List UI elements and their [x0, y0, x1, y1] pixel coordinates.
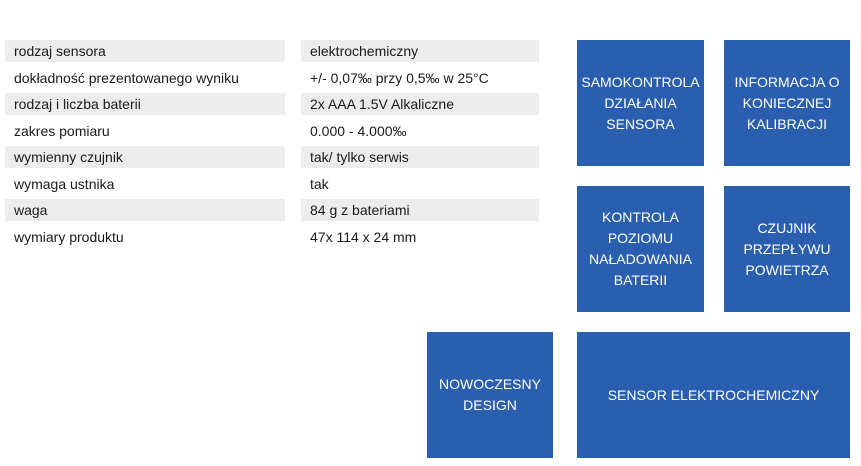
- spec-value: 84 g z bateriami: [301, 199, 539, 221]
- spec-row: [5, 40, 539, 67]
- spec-label: wymiary produktu: [14, 228, 124, 245]
- spec-label: rodzaj i liczba baterii: [5, 93, 285, 115]
- spec-value: 2x AAA 1.5V Alkaliczne: [301, 93, 539, 115]
- spec-label: wymaga ustnika: [14, 175, 115, 192]
- spec-value: 0.000 - 4.000‰: [310, 122, 407, 139]
- feature-label: NOWOCZESNY DESIGN: [439, 376, 541, 413]
- feature-label: SAMOKONTROLA DZIAŁANIA SENSORA: [581, 73, 700, 132]
- spec-value: elektrochemiczny: [301, 40, 539, 62]
- spec-row: [5, 146, 539, 173]
- feature-label: CZUJNIK PRZEPŁYWU POWIETRZA: [743, 219, 831, 278]
- feature-tile-samokontrola: [577, 40, 704, 166]
- spec-row: [5, 199, 539, 226]
- spec-table: [5, 40, 539, 252]
- feature-tile-design: [427, 332, 553, 458]
- feature-label: KONTROLA POZIOMU NAŁADOWANIA BATERII: [589, 209, 692, 288]
- spec-label: zakres pomiaru: [14, 122, 110, 139]
- feature-tile-sensor: [577, 332, 850, 458]
- feature-tile-bateria: [577, 186, 704, 312]
- spec-label: dokładność prezentowanego wyniku: [14, 69, 239, 86]
- feature-tile-czujnik: [724, 186, 850, 312]
- spec-row: [5, 67, 539, 94]
- spec-row: [5, 226, 539, 253]
- feature-tile-kalibracja: [724, 40, 850, 166]
- spec-label: waga: [5, 199, 285, 221]
- spec-value: +/- 0,07‰ przy 0,5‰ w 25°C: [310, 69, 489, 86]
- feature-label: SENSOR ELEKTROCHEMICZNY: [607, 386, 820, 403]
- spec-label: wymienny czujnik: [5, 146, 285, 168]
- spec-value: 47x 114 x 24 mm: [310, 228, 417, 245]
- spec-row: [5, 93, 539, 120]
- spec-label: rodzaj sensora: [5, 40, 285, 62]
- spec-row: [5, 173, 539, 200]
- spec-value: tak: [310, 175, 329, 192]
- spec-value: tak/ tylko serwis: [301, 146, 539, 168]
- spec-row: [5, 120, 539, 147]
- feature-label: INFORMACJA O KONIECZNEJ KALIBRACJI: [734, 73, 840, 132]
